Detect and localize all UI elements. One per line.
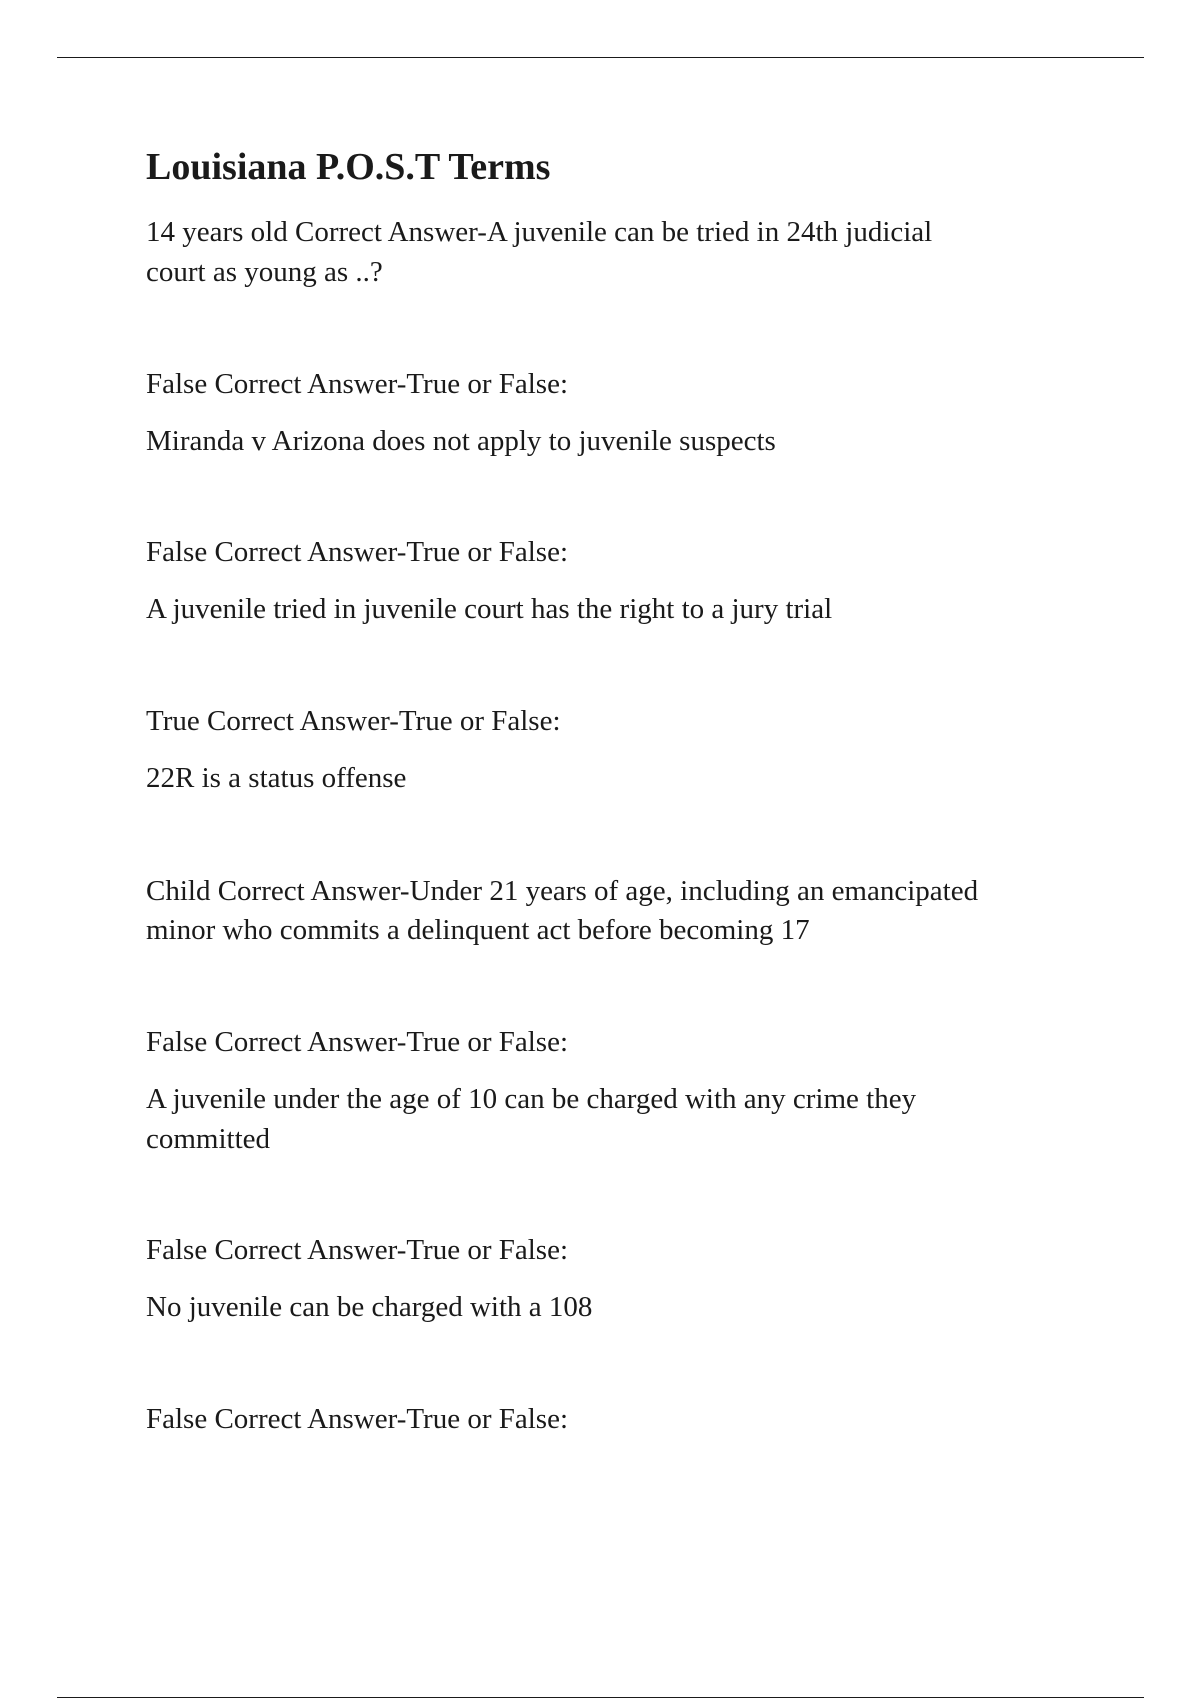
entry-3-question-line: A juvenile tried in juvenile court has the right to a jury trial xyxy=(146,593,833,625)
entry-2-answer-line: False Correct Answer-True or False: xyxy=(146,368,569,400)
entry-5-answer-line: Child Correct Answer-Under 21 years of age, including an emancipated xyxy=(146,875,979,907)
entry-6-continuation-line: committed xyxy=(146,1123,271,1155)
entry-6-answer-line: False Correct Answer-True or False: xyxy=(146,1026,569,1058)
entry-7-answer-line: False Correct Answer-True or False: xyxy=(146,1234,569,1266)
entry-2-question-line: Miranda v Arizona does not apply to juvenile suspects xyxy=(146,425,776,457)
bottom-rule xyxy=(57,1697,1144,1698)
entry-4-answer-line: True Correct Answer-True or False: xyxy=(146,705,561,737)
top-rule xyxy=(57,57,1144,58)
entry-3-answer-line: False Correct Answer-True or False: xyxy=(146,536,569,568)
entry-8-answer-line: False Correct Answer-True or False: xyxy=(146,1403,569,1435)
entry-1-question-line: court as young as ..? xyxy=(146,256,383,288)
entry-5-continuation-line: minor who commits a delinquent act before becoming 17 xyxy=(146,914,810,946)
entry-4-question-line: 22R is a status offense xyxy=(146,762,407,794)
entry-1-answer-line: 14 years old Correct Answer-A juvenile can be tried in 24th judicial xyxy=(146,216,933,248)
entry-7-question-line: No juvenile can be charged with a 108 xyxy=(146,1291,593,1323)
page-title: Louisiana P.O.S.T Terms xyxy=(146,146,551,188)
entry-6-question-line: A juvenile under the age of 10 can be charged with any crime they xyxy=(146,1083,917,1115)
